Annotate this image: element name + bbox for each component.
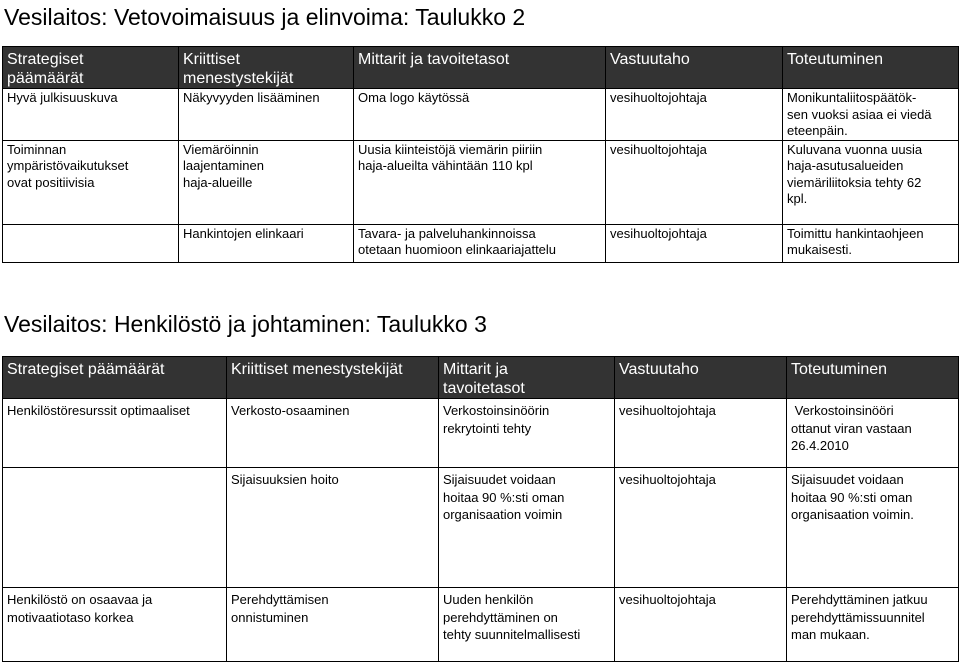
header-critical-factors: Kriittiset menestystekijät: [227, 357, 439, 399]
header-strategic-goals: Strategiset päämäärät: [3, 357, 227, 399]
header-critical-factors: Kriittiset menestystekijät: [179, 47, 354, 89]
factor-cell: Viemäröinnin laajentaminen haja-alueille: [179, 140, 354, 224]
goal-cell: Henkilöstö on osaavaa ja motivaatiotaso korkea: [3, 588, 227, 662]
status-cell: Sijaisuudet voidaan hoitaa 90 %:sti oman organisaation voimin.: [787, 468, 959, 588]
goal-cell: [3, 468, 227, 588]
header-realization: Toteutuminen: [783, 47, 959, 89]
table3-title: Vesilaitos: Henkilöstö ja johtaminen: Taulukko 3: [4, 311, 487, 337]
table-row: [3, 89, 959, 141]
metric-cell: Oma logo käytössä: [354, 89, 606, 141]
goal-cell: Toiminnan ympäristövaikutukset ovat positiivisia: [3, 140, 179, 224]
factor-cell: Hankintojen elinkaari: [179, 224, 354, 262]
status-cell: Monikuntaliitospäätök- sen vuoksi asiaa ei viedä eteenpäin.: [783, 89, 959, 141]
metric-cell: Tavara- ja palveluhankinnoissa otetaan huomioon elinkaariajattelu: [354, 224, 606, 262]
metric-cell: Verkostoinsinöörin rekrytointi tehty: [439, 399, 615, 468]
owner-cell: vesihuoltojohtaja: [606, 140, 783, 224]
owner-cell: vesihuoltojohtaja: [606, 89, 783, 141]
table-row: [3, 588, 959, 662]
table2: [2, 46, 959, 263]
table2-title: Vesilaitos: Vetovoimaisuus ja elinvoima: Taulukko 2: [4, 4, 526, 30]
goal-cell: [3, 224, 179, 262]
header-metrics: Mittarit ja tavoitetasot: [354, 47, 606, 89]
goal-cell: Hyvä julkisuuskuva: [3, 89, 179, 141]
table-row: [3, 399, 959, 468]
header-realization: Toteutuminen: [787, 357, 959, 399]
table2-header-row: [3, 47, 959, 89]
owner-cell: vesihuoltojohtaja: [606, 224, 783, 262]
factor-cell: Näkyvyyden lisääminen: [179, 89, 354, 141]
owner-cell: vesihuoltojohtaja: [615, 468, 787, 588]
goal-cell: Henkilöstöresurssit optimaaliset: [3, 399, 227, 468]
metric-cell: Uusia kiinteistöjä viemärin piiriin haja-alueilta vähintään 110 kpl: [354, 140, 606, 224]
owner-cell: vesihuoltojohtaja: [615, 588, 787, 662]
status-cell: Toimittu hankintaohjeen mukaisesti.: [783, 224, 959, 262]
header-responsible: Vastuutaho: [615, 357, 787, 399]
table-row: [3, 224, 959, 262]
metric-cell: Uuden henkilön perehdyttäminen on tehty suunnitelmallisesti: [439, 588, 615, 662]
header-strategic-goals: Strategiset päämäärät: [3, 47, 179, 89]
header-responsible: Vastuutaho: [606, 47, 783, 89]
table3: [2, 356, 959, 662]
table-row: [3, 140, 959, 224]
status-cell: Verkostoinsinööri ottanut viran vastaan 26.4.2010: [787, 399, 959, 468]
factor-cell: Perehdyttämisen onnistuminen: [227, 588, 439, 662]
metric-cell: Sijaisuudet voidaan hoitaa 90 %:sti oman organisaation voimin: [439, 468, 615, 588]
status-cell: Perehdyttäminen jatkuu perehdyttämissuunnitel man mukaan.: [787, 588, 959, 662]
table-row: [3, 468, 959, 588]
header-metrics: Mittarit ja tavoitetasot: [439, 357, 615, 399]
owner-cell: vesihuoltojohtaja: [615, 399, 787, 468]
factor-cell: Verkosto-osaaminen: [227, 399, 439, 468]
status-cell: Kuluvana vuonna uusia haja-asutusalueiden viemäriliitoksia tehty 62 kpl.: [783, 140, 959, 224]
table3-header-row: [3, 357, 959, 399]
factor-cell: Sijaisuuksien hoito: [227, 468, 439, 588]
